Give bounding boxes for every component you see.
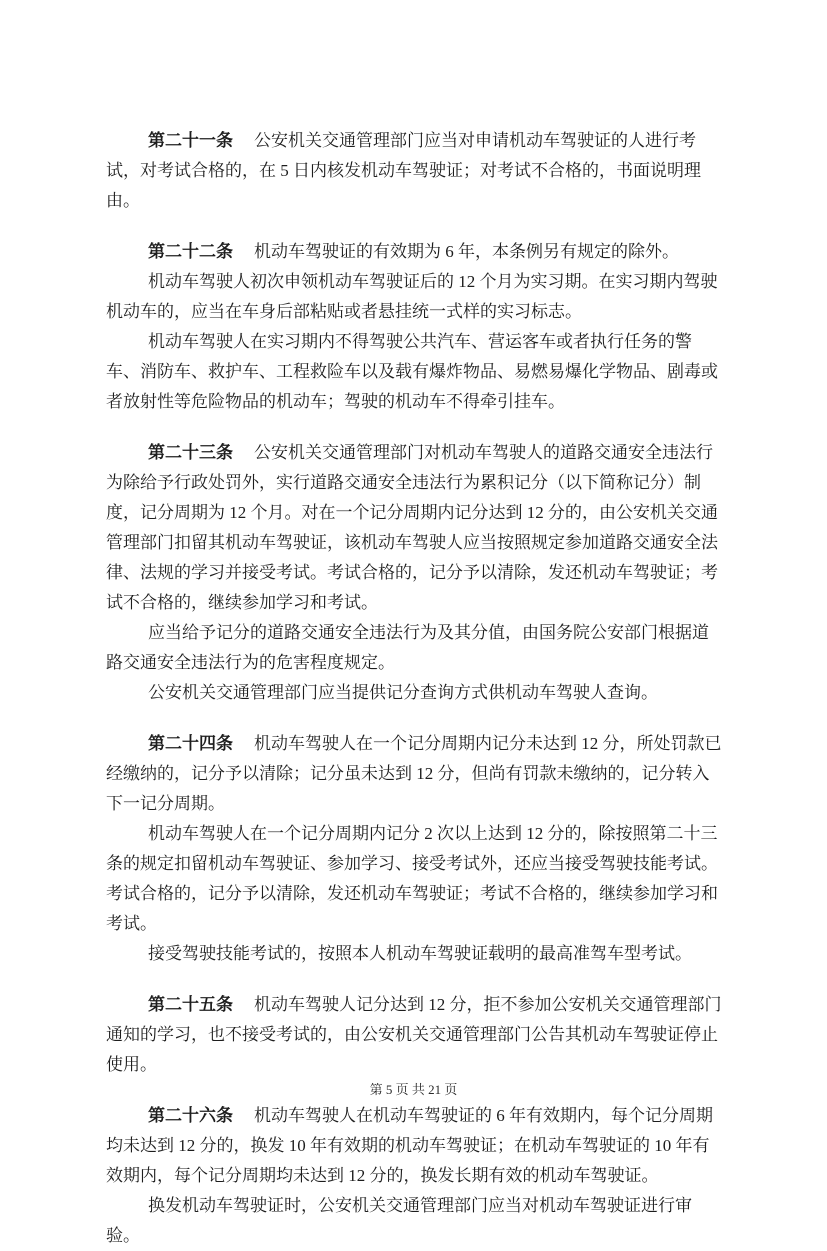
article [106,237,723,417]
article-text: 机动车驾驶人在一个记分周期内记分 2 次以上达到 12 分的，除按照第二十三条的规定扣留机动车驾驶证、参加学习、接受考试外，还应当接受驾驶技能考试。考试合格的，记分予以清除，发还机动车驾驶证；考试不合格的，继续参加学习和考试。 [106,824,718,933]
article-paragraph [106,1101,723,1191]
article [106,1101,723,1251]
article-heading: 第二十六条 [148,1106,233,1125]
article-heading: 第二十三条 [148,443,233,462]
article-text: 机动车驾驶人在机动车驾驶证的 6 年有效期内，每个记分周期均未达到 12 分的，换发 10 年有效期的机动车驾驶证；在机动车驾驶证的 10 年有效期内，每个记分周期均未达到 12 分的，换发长期有效的机动车驾驶证。 [106,1106,713,1185]
article-text: 机动车驾驶人在实习期内不得驾驶公共汽车、营运客车或者执行任务的警车、消防车、救护车、工程救险车以及载有爆炸物品、易燃易爆化学物品、剧毒或者放射性等危险物品的机动车；驾驶的机动车不得牵引挂车。 [106,332,718,411]
article-paragraph [106,990,723,1080]
article-text: 应当给予记分的道路交通安全违法行为及其分值，由国务院公安部门根据道路交通安全违法行为的危害程度规定。 [106,623,709,672]
article-paragraph [106,237,723,267]
article-heading: 第二十五条 [148,995,233,1014]
article-text: 接受驾驶技能考试的，按照本人机动车驾驶证载明的最高准驾车型考试。 [148,944,692,963]
article-paragraph [106,327,723,417]
article-text: 公安机关交通管理部门应当提供记分查询方式供机动车驾驶人查询。 [148,683,658,702]
article [106,126,723,216]
article-text: 机动车驾驶人初次申领机动车驾驶证后的 12 个月为实习期。在实习期内驾驶机动车的，应当在车身后部粘贴或者悬挂统一式样的实习标志。 [106,272,718,321]
article-paragraph [106,939,723,969]
article-paragraph [106,729,723,819]
article-text: 机动车驾驶证的有效期为 6 年，本条例另有规定的除外。 [254,242,679,261]
article [106,729,723,969]
article-paragraph [106,267,723,327]
article-heading: 第二十四条 [148,734,233,753]
article-paragraph [106,126,723,216]
article-text: 公安机关交通管理部门应当对申请机动车驾驶证的人进行考试，对考试合格的，在 5 日内核发机动车驾驶证；对考试不合格的，书面说明理由。 [106,131,701,210]
article-paragraph [106,1191,723,1251]
article [106,438,723,708]
page-footer: 第 5 页 共 21 页 [369,1082,458,1097]
article-text: 机动车驾驶人记分达到 12 分，拒不参加公安机关交通管理部门通知的学习，也不接受考试的，由公安机关交通管理部门公告其机动车驾驶证停止使用。 [106,995,722,1074]
article-paragraph [106,618,723,678]
article-paragraph [106,819,723,939]
article-text: 机动车驾驶人在一个记分周期内记分未达到 12 分，所处罚款已经缴纳的，记分予以清除；记分虽未达到 12 分，但尚有罚款未缴纳的，记分转入下一记分周期。 [106,734,722,813]
article-text: 公安机关交通管理部门对机动车驾驶人的道路交通安全违法行为除给予行政处罚外，实行道路交通安全违法行为累积记分（以下简称记分）制度，记分周期为 12 个月。对在一个记分周期内记分达到 12 分的，由公安机关交通管理部门扣留其机动车驾驶证，该机动车驾驶人应当按照规定参加道路交通安全法律、法规的学习并接受考试。考试合格的，记分予以清除，发还机动车驾驶证；考试不合格的，继续参加学习和考试。 [106,443,718,612]
article-paragraph [106,438,723,618]
article-text: 换发机动车驾驶证时，公安机关交通管理部门应当对机动车驾驶证进行审验。 [106,1196,692,1245]
article-heading: 第二十二条 [148,242,233,261]
article-paragraph [106,678,723,708]
article [106,990,723,1080]
article-heading: 第二十一条 [148,131,233,150]
